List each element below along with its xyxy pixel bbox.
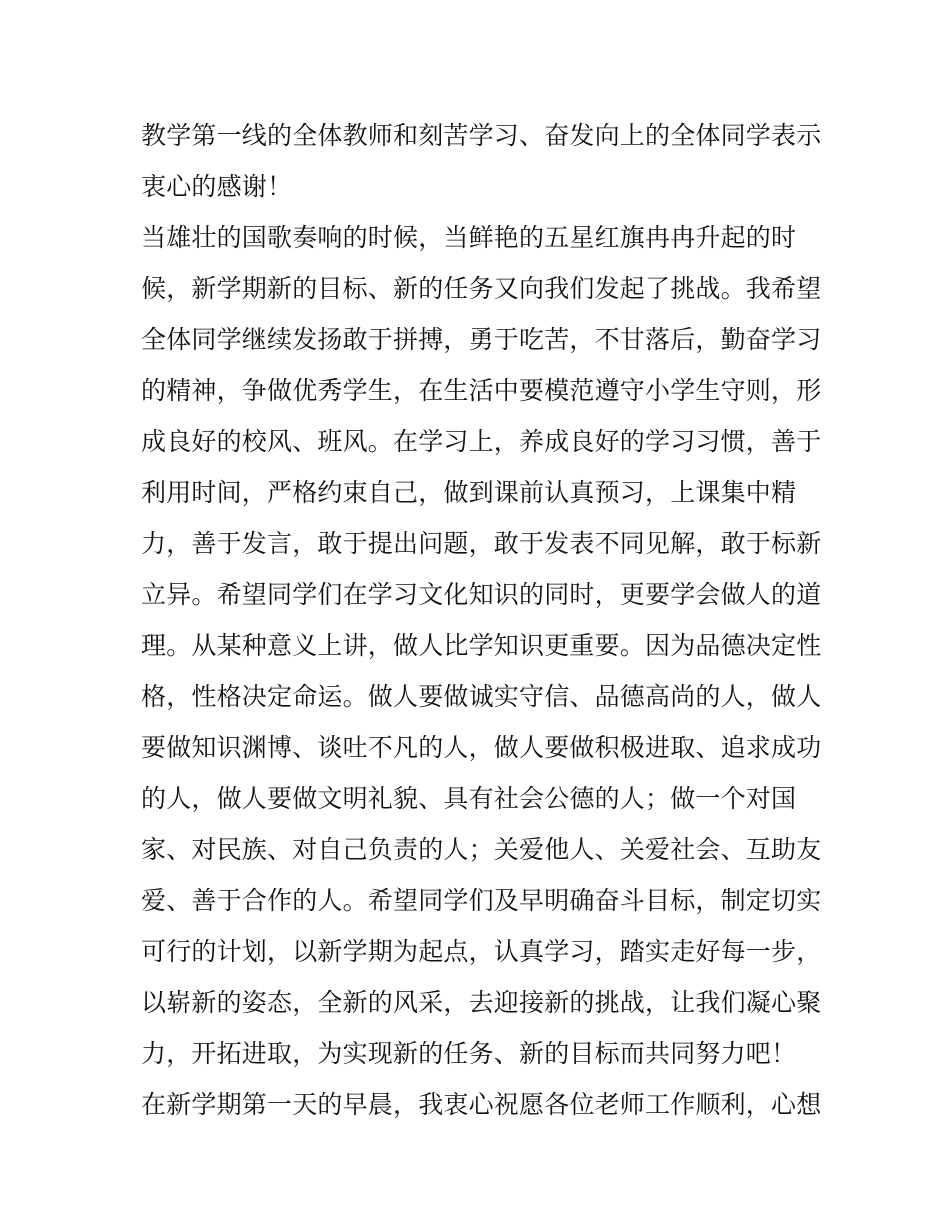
text-line: 的精神，争做优秀学生，在生活中要模范遵守小学生守则，形 (141, 376, 821, 405)
text-line: 可行的计划，以新学期为起点，认真学习，踏实走好每一步， (141, 937, 821, 966)
text-line: 格，性格决定命运。做人要做诚实守信、品德高尚的人，做人 (141, 682, 821, 711)
text-line: 成良好的校风、班风。在学习上，养成良好的学习习惯，善于 (141, 427, 821, 456)
document-body (141, 110, 821, 1130)
text-line: 力，开拓进取，为实现新的任务、新的目标而共同努力吧！ (141, 1039, 797, 1068)
text-line: 教学第一线的全体教师和刻苦学习、奋发向上的全体同学表示 (141, 121, 821, 150)
text-line: 以崭新的姿态，全新的风采，去迎接新的挑战，让我们凝心聚 (141, 988, 821, 1017)
text-line: 爱、善于合作的人。希望同学们及早明确奋斗目标，制定切实 (141, 886, 821, 915)
text-line: 利用时间，严格约束自己，做到课前认真预习，上课集中精 (141, 478, 797, 507)
text-line: 衷心的感谢！ (141, 172, 293, 201)
text-line: 在新学期第一天的早晨，我衷心祝愿各位老师工作顺利，心想 (141, 1090, 821, 1119)
text-line: 候，新学期新的目标、新的任务又向我们发起了挑战。我希望 (141, 274, 821, 303)
text-line: 家、对民族、对自己负责的人；关爱他人、关爱社会、互助友 (141, 835, 821, 864)
text-line: 当雄壮的国歌奏响的时候，当鲜艳的五星红旗冉冉升起的时 (141, 223, 797, 252)
text-line: 全体同学继续发扬敢于拼搏，勇于吃苦，不甘落后，勤奋学习 (141, 325, 821, 354)
text-line: 立异。希望同学们在学习文化知识的同时，更要学会做人的道 (141, 580, 821, 609)
text-line: 理。从某种意义上讲，做人比学知识更重要。因为品德决定性 (141, 631, 821, 660)
text-line: 要做知识渊博、谈吐不凡的人，做人要做积极进取、追求成功 (141, 733, 821, 762)
text-line: 力，善于发言，敢于提出问题，敢于发表不同见解，敢于标新 (141, 529, 821, 558)
text-line: 的人，做人要做文明礼貌、具有社会公德的人；做一个对国 (141, 784, 797, 813)
